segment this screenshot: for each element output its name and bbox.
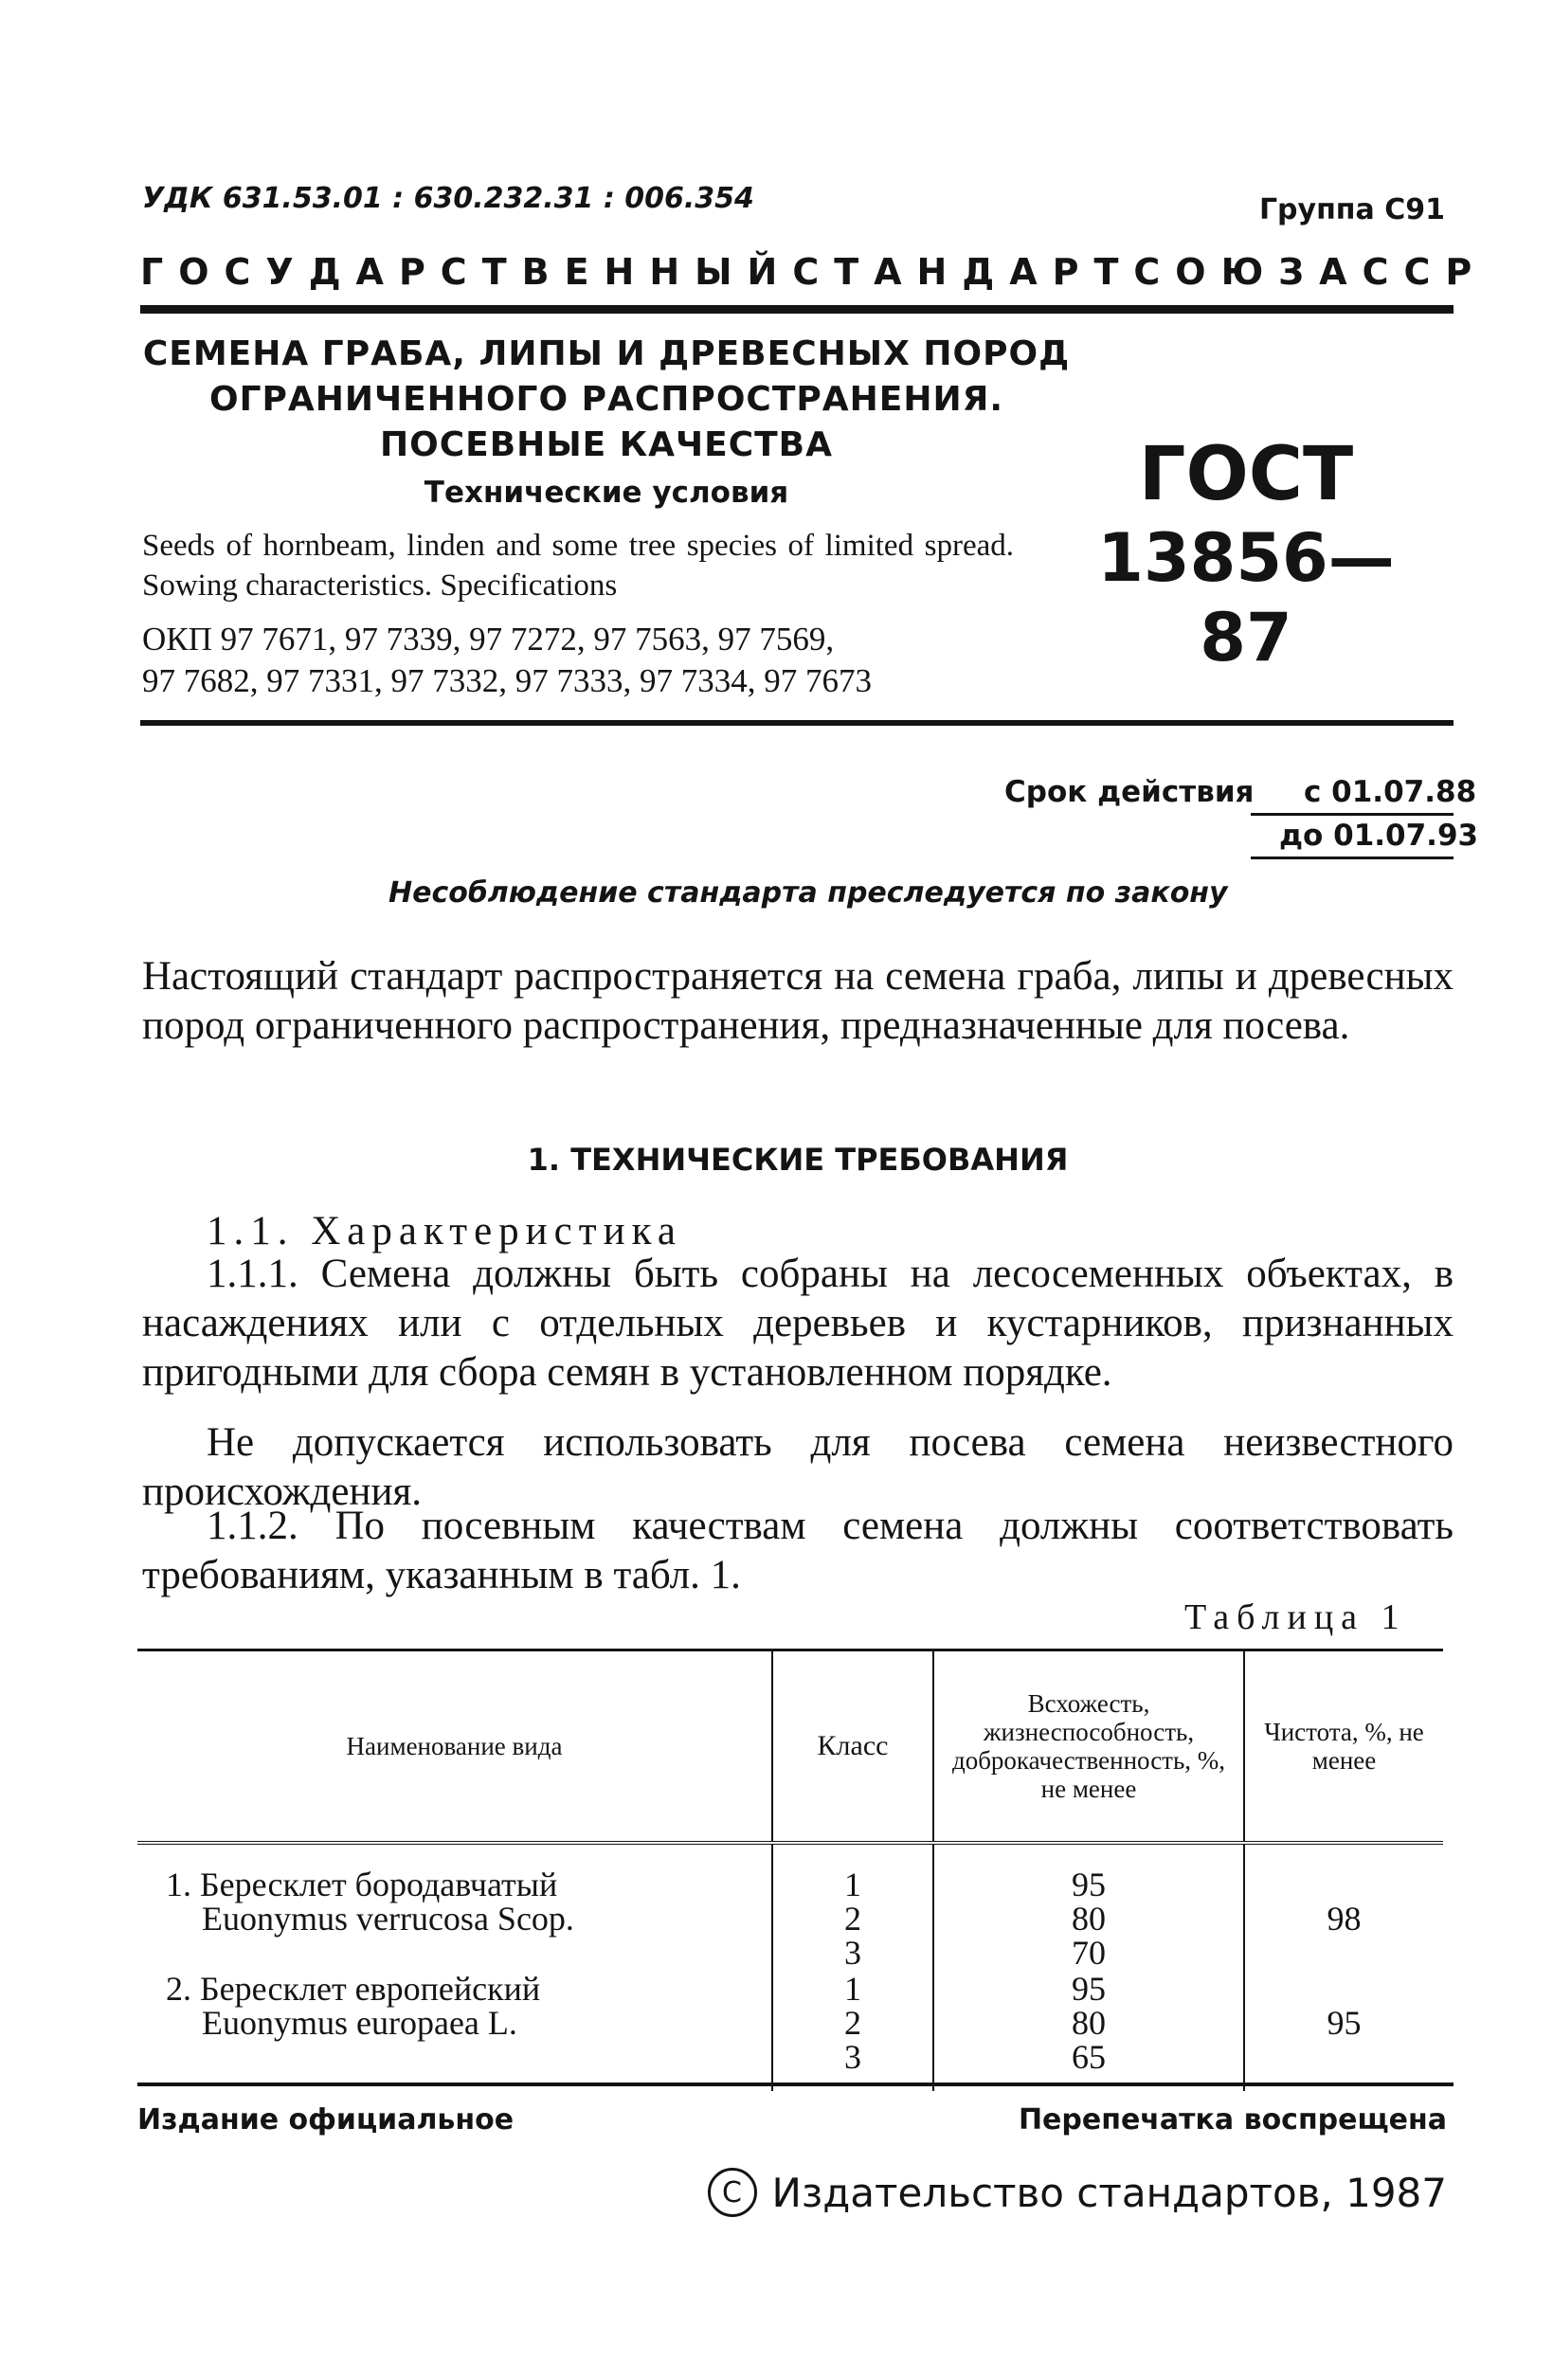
germination-value: 95 (1072, 1866, 1106, 1903)
purity-cell (1244, 1971, 1443, 2091)
header-class: Класс (772, 1650, 933, 1844)
germination-value: 65 (1072, 2038, 1106, 2076)
class-cell (772, 1971, 933, 2091)
copyright-text: Издательство стандартов, 1987 (771, 2169, 1447, 2216)
species-name-lat: Euonymus europaea L. (202, 2004, 517, 2042)
validity-from: с 01.07.88 (1304, 775, 1477, 809)
class-value: 3 (844, 2038, 861, 2076)
validity-label: Срок действия (1004, 775, 1255, 809)
copyright-line (708, 2168, 1447, 2217)
class-cell (772, 1843, 933, 1971)
header-species: Наименование вида (346, 1732, 563, 1760)
validity-rule (1251, 813, 1454, 816)
title-line: ПОСЕВНЫЕ КАЧЕСТВА (380, 425, 833, 464)
species-name-ru: 1. Бересклет бородавчатый (166, 1866, 558, 1903)
section-title: 1. ТЕХНИЧЕСКИЕ ТРЕБОВАНИЯ (527, 1142, 1069, 1178)
species-cell (137, 1971, 772, 2091)
germination-cell (933, 1971, 1244, 2091)
purity-value: 98 (1327, 1900, 1362, 1938)
paragraph-1-1-1: 1.1.1. Семена должны быть собраны на лесосеменных объектах, в насаждениях или с отдельных деревьев и кустарников, признанных пригодными для сбора семян в установленном порядке. (142, 1252, 1454, 1395)
header-rule (140, 305, 1454, 314)
table-caption: Таблица 1 (1184, 1597, 1407, 1637)
class-value: 2 (844, 1900, 861, 1938)
germination-value: 80 (1072, 1900, 1106, 1938)
species-cell (137, 1843, 772, 1971)
title-line: СЕМЕНА ГРАБА, ЛИПЫ И ДРЕВЕСНЫХ ПОРОД (142, 334, 1071, 373)
table-row (137, 1971, 1443, 2091)
germination-cell (933, 1843, 1244, 1971)
paragraph-1-1-1-note: Не допускается использовать для посева семена неизвестного происхождения. (142, 1420, 1454, 1514)
seed-quality-table (137, 1649, 1443, 2091)
state-standard-word: ССР (1362, 251, 1488, 293)
class-value: 1 (844, 1866, 861, 1903)
class-value: 3 (844, 1934, 861, 1972)
footer-rule (137, 2082, 1454, 2086)
subsection-heading: 1.1. Характеристика (207, 1209, 682, 1253)
validity-to: до 01.07.93 (1279, 819, 1479, 853)
state-standard-banner (140, 251, 1488, 293)
state-standard-word: ГОСУДАРСТВЕННЫЙ (140, 251, 793, 293)
purity-value: 95 (1327, 2004, 1362, 2042)
english-title: Seeds of hornbeam, linden and some tree species of limited spread. Sowing characteristics. Specifications (142, 529, 1014, 603)
official-edition-label: Издание официальное (137, 2103, 515, 2137)
legal-notice: Несоблюдение стандарта преследуется по закону (388, 876, 1228, 910)
intro-paragraph: Настоящий стандарт распространяется на семена граба, липы и древесных пород ограниченного распространения, предназначенные для посева. (142, 954, 1454, 1048)
group-code: Группа С91 (1258, 193, 1445, 226)
validity-rule (1251, 856, 1454, 859)
okp-line: ОКП 97 7671, 97 7339, 97 7272, 97 7563, 97 7569, (142, 621, 835, 658)
title-rule (140, 720, 1454, 726)
germination-value: 80 (1072, 2004, 1106, 2042)
okp-line: 97 7682, 97 7331, 97 7332, 97 7333, 97 7334, 97 7673 (142, 662, 872, 699)
germination-value: 70 (1072, 1934, 1106, 1972)
okp-codes (142, 619, 1061, 702)
header-germination: Всхожесть, жизнеспособность, доброкачественность, %, не менее (933, 1650, 1244, 1844)
class-value: 1 (844, 1970, 861, 2008)
table-row (137, 1843, 1443, 1971)
paragraph-1-1-2: 1.1.2. По посевным качествам семена должны соответствовать требованиям, указанным в табл. 1. (142, 1504, 1454, 1597)
udk-code: УДК 631.53.01 : 630.232.31 : 006.354 (142, 182, 754, 215)
germination-value: 95 (1072, 1970, 1106, 2008)
header-purity: Чистота, %, не менее (1244, 1650, 1443, 1844)
species-name-lat: Euonymus verrucosa Scop. (202, 1900, 574, 1938)
gost-number: 13856—87 (1097, 519, 1395, 676)
document-title (142, 332, 1071, 515)
copyright-icon: C (708, 2168, 757, 2217)
title-subtitle: Технические условия (424, 476, 789, 510)
reprint-prohibited-label: Перепечатка воспрещена (1018, 2103, 1447, 2137)
gost-label: ГОСТ (1138, 432, 1354, 517)
gost-designation (1090, 431, 1402, 677)
purity-cell (1244, 1843, 1443, 1971)
state-standard-word: СОЮЗА (1133, 251, 1363, 293)
state-standard-word: СТАНДАРТ (792, 251, 1134, 293)
species-name-ru: 2. Бересклет европейский (166, 1970, 541, 2008)
class-value: 2 (844, 2004, 861, 2042)
title-line: ОГРАНИЧЕННОГО РАСПРОСТРАНЕНИЯ. (208, 380, 1004, 419)
table-header-row (137, 1650, 1443, 1844)
